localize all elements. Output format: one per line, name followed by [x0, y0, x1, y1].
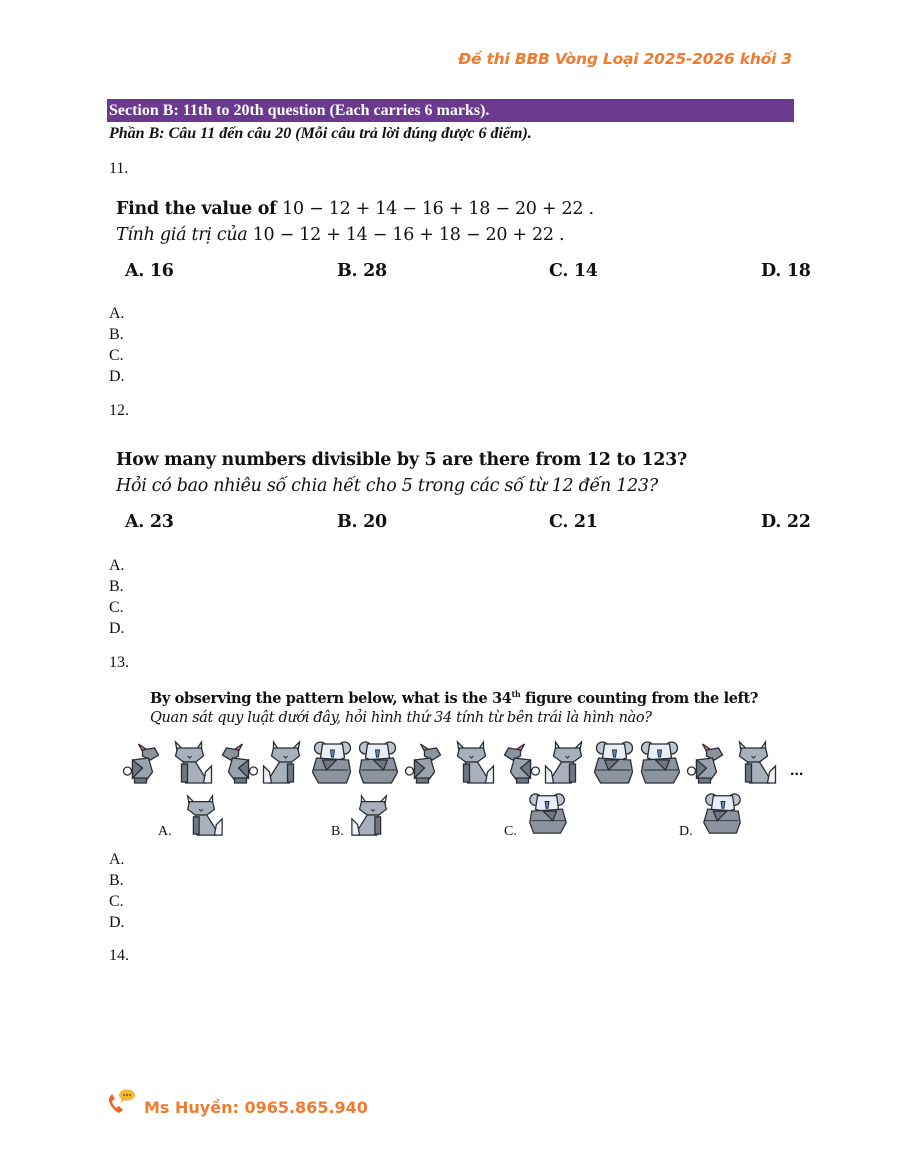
koala-right-icon — [522, 790, 574, 836]
answer-choices — [109, 555, 125, 639]
question-prefix: Tính giá trị của — [116, 225, 248, 245]
question-prefix: Find the value of — [116, 199, 277, 219]
rabbit-left-icon — [496, 738, 543, 786]
pattern-figure — [261, 738, 308, 786]
option-a: A. 23 — [125, 512, 174, 532]
pattern-figure — [214, 738, 261, 786]
choice-c-figure — [522, 790, 574, 836]
answer-c[interactable]: C. — [109, 347, 124, 364]
choice-d-figure — [696, 790, 748, 836]
contact-text: Ms Huyền: 0965.865.940 — [144, 1098, 368, 1117]
choice-a-figure — [176, 792, 228, 838]
answer-c[interactable]: C. — [109, 893, 124, 910]
pattern-figure — [637, 738, 684, 786]
math-expression: 10 − 12 + 14 − 16 + 18 − 20 + 22 . — [252, 225, 565, 245]
choice-c-label: C. — [504, 824, 517, 839]
pattern-figure — [355, 738, 402, 786]
rabbit-left-icon — [214, 738, 261, 786]
answer-a[interactable]: A. — [109, 305, 125, 322]
question-text-en: How many numbers divisible by 5 are there from 12 to 123? — [116, 450, 687, 470]
rabbit-right-icon — [684, 738, 731, 786]
figure-pattern — [120, 738, 778, 786]
choice-b-figure — [346, 792, 398, 838]
pattern-ellipsis: ... — [790, 762, 804, 779]
question-number: 13. — [109, 654, 129, 671]
phone-chat-icon — [106, 1089, 140, 1117]
cat-left-icon — [543, 738, 590, 786]
answer-a[interactable]: A. — [109, 851, 125, 868]
option-c: C. 14 — [549, 261, 598, 281]
koala-right-icon — [355, 738, 402, 786]
pattern-figure — [731, 738, 778, 786]
pattern-figure — [543, 738, 590, 786]
question-text-en — [150, 689, 758, 707]
option-d: D. 18 — [761, 261, 811, 281]
exam-title: Đề thi BBB Vòng Loại 2025-2026 khối 3 — [458, 50, 792, 68]
option-a: A. 16 — [125, 261, 174, 281]
math-expression: 10 − 12 + 14 − 16 + 18 − 20 + 22 . — [282, 199, 594, 219]
option-b: B. 28 — [337, 261, 387, 281]
option-c: C. 21 — [549, 512, 598, 532]
question-text-vi: Quan sát quy luật dưới đây, hỏi hình thứ 34 tính từ bên trái là hình nào? — [150, 710, 652, 726]
answer-d[interactable]: D. — [109, 914, 125, 931]
question-text-vi — [116, 225, 564, 245]
question-number: 11. — [109, 160, 129, 177]
pattern-figure — [402, 738, 449, 786]
pattern-figure — [590, 738, 637, 786]
answer-a[interactable]: A. — [109, 557, 125, 574]
answer-b[interactable]: B. — [109, 578, 124, 595]
question-text-en — [116, 199, 594, 219]
koala-left-icon — [590, 738, 637, 786]
footer-contact — [106, 1088, 368, 1117]
ordinal-suffix: th — [511, 689, 521, 699]
choice-b-label: B. — [331, 824, 344, 839]
cat-left-icon — [261, 738, 308, 786]
pattern-figure — [167, 738, 214, 786]
cat-left-icon — [346, 792, 398, 838]
koala-left-icon — [308, 738, 355, 786]
koala-right-icon — [637, 738, 684, 786]
section-title-vi: Phần B: Câu 11 đến câu 20 (Mỗi câu trả lời đúng được 6 điểm). — [109, 125, 532, 142]
answer-d[interactable]: D. — [109, 620, 125, 637]
question-number: 12. — [109, 402, 129, 419]
option-b: B. 20 — [337, 512, 387, 532]
answer-choices — [109, 303, 125, 387]
option-d: D. 22 — [761, 512, 811, 532]
pattern-figure — [120, 738, 167, 786]
answer-choices — [109, 849, 125, 933]
question-text-part: By observing the pattern below, what is the 34 — [150, 689, 512, 707]
pattern-figure — [684, 738, 731, 786]
koala-left-icon — [696, 790, 748, 836]
section-title-en: Section B: 11th to 20th question (Each carries 6 marks). — [109, 102, 490, 119]
rabbit-right-icon — [120, 738, 167, 786]
pattern-figure — [308, 738, 355, 786]
cat-right-icon — [731, 738, 778, 786]
answer-c[interactable]: C. — [109, 599, 124, 616]
cat-right-icon — [167, 738, 214, 786]
question-text-vi: Hỏi có bao nhiêu số chia hết cho 5 trong các số từ 12 đến 123? — [116, 476, 658, 496]
cat-right-icon — [176, 792, 228, 838]
answer-b[interactable]: B. — [109, 872, 124, 889]
choice-a-label: A. — [158, 824, 172, 839]
question-text-part: figure counting from the left? — [520, 689, 759, 707]
question-number: 14. — [109, 947, 129, 964]
pattern-figure — [449, 738, 496, 786]
cat-right-icon — [449, 738, 496, 786]
answer-b[interactable]: B. — [109, 326, 124, 343]
answer-d[interactable]: D. — [109, 368, 125, 385]
rabbit-right-icon — [402, 738, 449, 786]
pattern-figure — [496, 738, 543, 786]
choice-d-label: D. — [679, 824, 693, 839]
